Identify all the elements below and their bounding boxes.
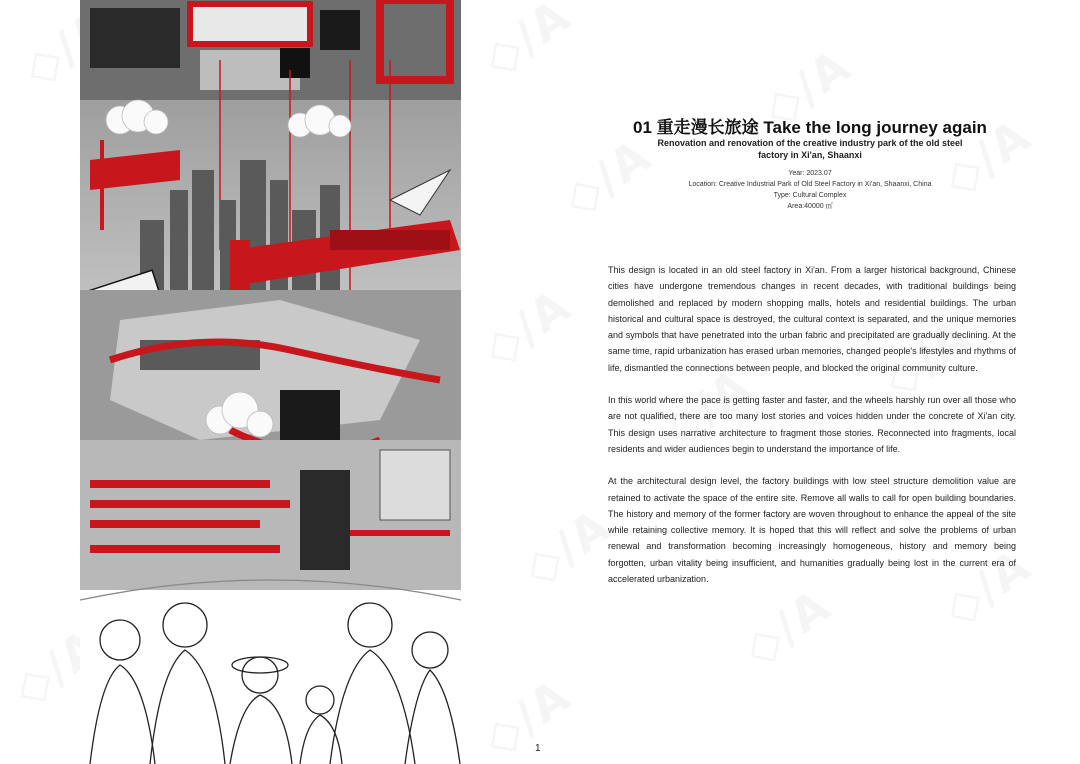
project-title: 01 重走漫长旅途 Take the long journey again [633,118,987,137]
meta-area: Area:40000 ㎡ [787,203,833,210]
collage-artwork [80,0,461,764]
meta-location: Location: Creative Industrial Park of Old Steel Factory in Xi'an, Shaanxi, China [688,181,932,188]
project-description-column [604,0,1016,764]
paragraph-3: At the architectural design level, the factory buildings with low steel structure demolition value are retained to activate the space of the entire site. Remove all walls to call for open building boundaries. The history and memory of the former factory are woven throughout to enhance the appeal of the site while retaining collective memory. It is hoped that this will reflect and solve the problems of urban renewal and transformation becoming increasingly homogeneous, history and memory being forgotten, urban vitality being insufficient, and humanities gradually being lost in the current era of accelerated urbanization. [608,476,1016,585]
page-number: 1 [535,743,541,754]
meta-year: Year: 2023.07 [788,170,832,177]
project-meta [604,168,1016,212]
meta-type: Type: Cultural Complex [773,192,847,199]
project-description [608,262,1016,603]
architecture-collage-illustration [80,0,461,764]
paragraph-1: This design is located in an old steel factory in Xi'an. From a larger historical background, Chinese cities have undergone tremendous changes in recent decades, with traditional buildings being demolished and replaced by modern shopping malls, hotels and residential buildings. The urban historical and cultural space is destroyed, the cultural context is separated, and the unique memories and symbols that have penetrated into the urban fabric and precipitated are gradually declining. At the same time, rapid urbanization has erased urban memories, changed people's lifestyles and rhythms of life, dismantled the connections between people, and blocked the original community culture. [608,265,1016,373]
project-subtitle: Renovation and renovation of the creative industry park of the old steel factory in Xi'an, Shaanxi [657,138,963,160]
paragraph-2: In this world where the pace is getting faster and faster, and the wheels harshly run over all those who are not qualified, there are too many lost stories and voices hidden under the concrete of Xi'an city. This design uses narrative architecture to fragment those stories. Reconnected into fragments, local residents and wider audiences begin to understand the importance of life. [608,395,1016,454]
